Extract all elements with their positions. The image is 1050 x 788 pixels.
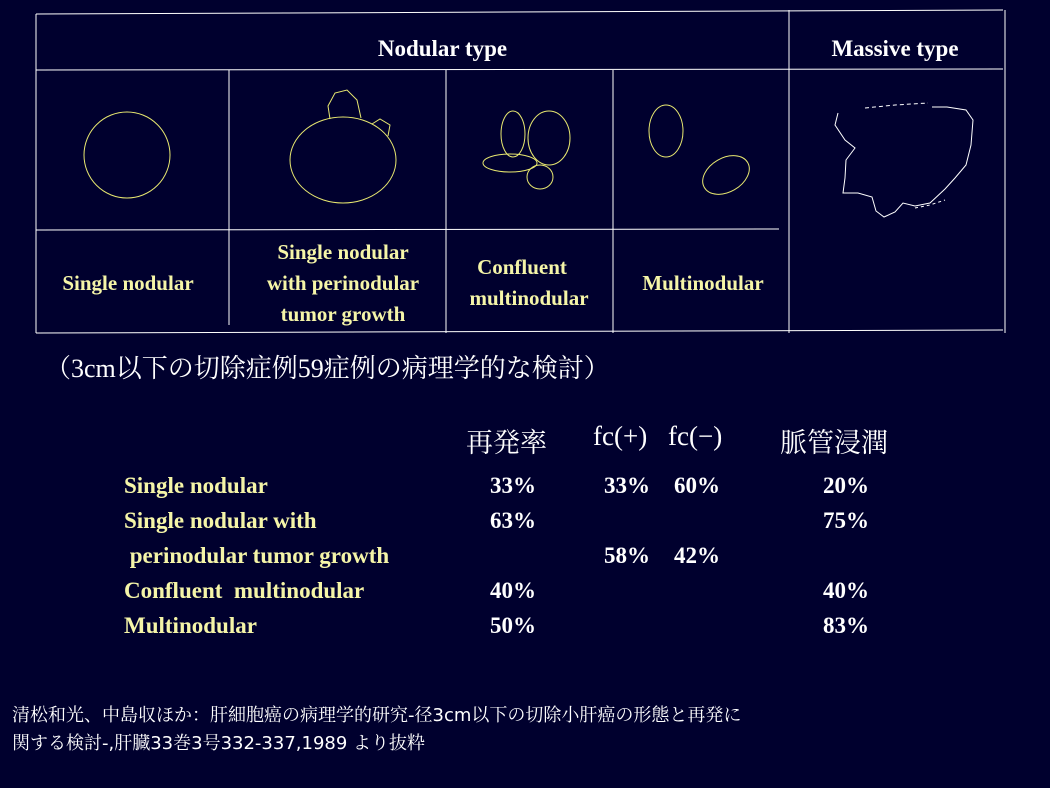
recurrence-value: 40% [490,578,536,603]
col-header-fc-positive: fc(+) [593,421,648,451]
multinodular-nodule-shape [649,105,756,202]
label-text: Multinodular [642,271,764,295]
label-line-3: tumor growth [280,302,406,326]
vascular-value: 20% [823,473,869,498]
study-subtitle: （3cm以下の切除症例59症例の病理学的な検討） [45,354,610,383]
row-label: Single nodular [124,473,268,498]
row-label: Single nodular with [124,508,317,533]
fc-positive-value: 58% [604,543,650,568]
recurrence-value: 63% [490,508,536,533]
fc-negative-value: 60% [674,473,720,498]
label-single-nodular [40,268,216,299]
label-line-1: Confluent [477,255,567,279]
perinodular-nodule-shape [290,90,396,203]
citation-line-1: 清松和光、中島収ほか：肝細胞癌の病理学的研究-径3cm以下の切除小肝癌の形態と再発に [12,705,742,726]
fc-negative-value: 42% [674,543,720,568]
col-header-recurrence: 再発率 [466,428,547,458]
col-header-vascular: 脈管浸潤 [780,428,888,458]
vascular-value: 75% [823,508,869,533]
massive-type-header: Massive type [831,36,959,61]
row-label: Confluent multinodular [124,578,365,603]
confluent-nodule-shape [483,111,570,189]
row-label: Multinodular [124,613,257,638]
citation-line-2: 関する検討-,肝臓33巻3号332-337,1989 より抜粋 [12,733,426,754]
label-multinodular [618,268,788,299]
label-confluent [447,252,611,314]
row-label: perinodular tumor growth [124,543,390,568]
vascular-value: 40% [823,578,869,603]
label-line-1: Single nodular [277,240,409,264]
col-header-fc-negative: fc(−) [668,421,723,451]
recurrence-value: 33% [490,473,536,498]
label-text: Single nodular [62,271,194,295]
massive-tumor-shape [835,103,973,217]
nodular-type-header: Nodular type [377,36,508,61]
fc-positive-value: 33% [604,473,650,498]
vascular-value: 83% [823,613,869,638]
nodule-shapes [84,90,756,203]
label-line-2: multinodular [469,286,589,310]
recurrence-value: 50% [490,613,536,638]
citation [12,702,1042,758]
label-perinodular [232,237,454,330]
single-nodule-shape [84,112,170,198]
label-line-2: with perinodular [266,271,420,295]
